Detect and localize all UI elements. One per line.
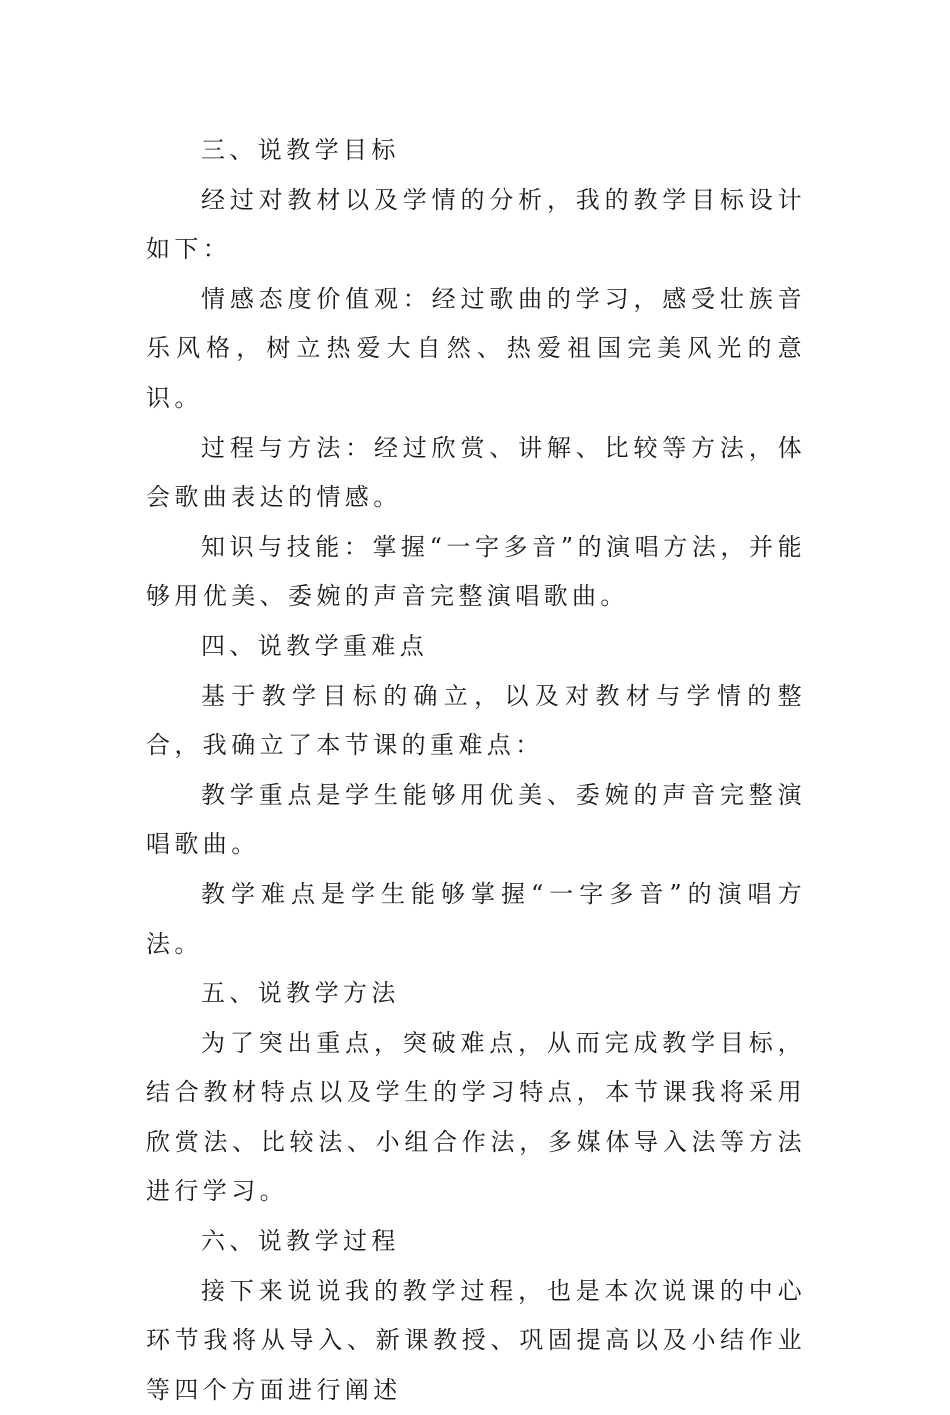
paragraph-emotion-goal: 情感态度价值观：经过歌曲的学习，感受壮族音乐风格，树立热爱大自然、热爱祖国完美风光的意识。 bbox=[146, 284, 806, 412]
paragraph-methods: 为了突出重点，突破难点，从而完成教学目标，结合教材特点以及学生的学习特点，本节课我将采用欣赏法、比较法、小组合作法，多媒体导入法等方法进行学习。 bbox=[146, 1028, 806, 1206]
paragraph-intro: 经过对教材以及学情的分析，我的教学目标设计如下： bbox=[146, 185, 806, 264]
paragraph-process: 接下来说说我的教学过程，也是本次说课的中心环节我将从导入、新课教授、巩固提高以及小结作业等四个方面进行阐述 bbox=[146, 1276, 806, 1404]
paragraph-skill-goal: 知识与技能：掌握“一字多音”的演唱方法，并能够用优美、委婉的声音完整演唱歌曲。 bbox=[146, 532, 806, 611]
paragraph-key-points-intro: 基于教学目标的确立，以及对教材与学情的整合，我确立了本节课的重难点： bbox=[146, 681, 806, 760]
section-heading-5: 五、说教学方法 bbox=[201, 979, 400, 1008]
section-heading-4: 四、说教学重难点 bbox=[201, 631, 429, 660]
paragraph-difficult-point: 教学难点是学生能够掌握“一字多音”的演唱方法。 bbox=[146, 879, 806, 958]
paragraph-key-point: 教学重点是学生能够用优美、委婉的声音完整演唱歌曲。 bbox=[146, 780, 806, 859]
section-heading-3: 三、说教学目标 bbox=[201, 136, 400, 164]
section-heading-6: 六、说教学过程 bbox=[201, 1227, 400, 1256]
paragraph-process-goal: 过程与方法：经过欣赏、讲解、比较等方法，体会歌曲表达的情感。 bbox=[146, 433, 806, 512]
document-body bbox=[146, 126, 806, 1415]
